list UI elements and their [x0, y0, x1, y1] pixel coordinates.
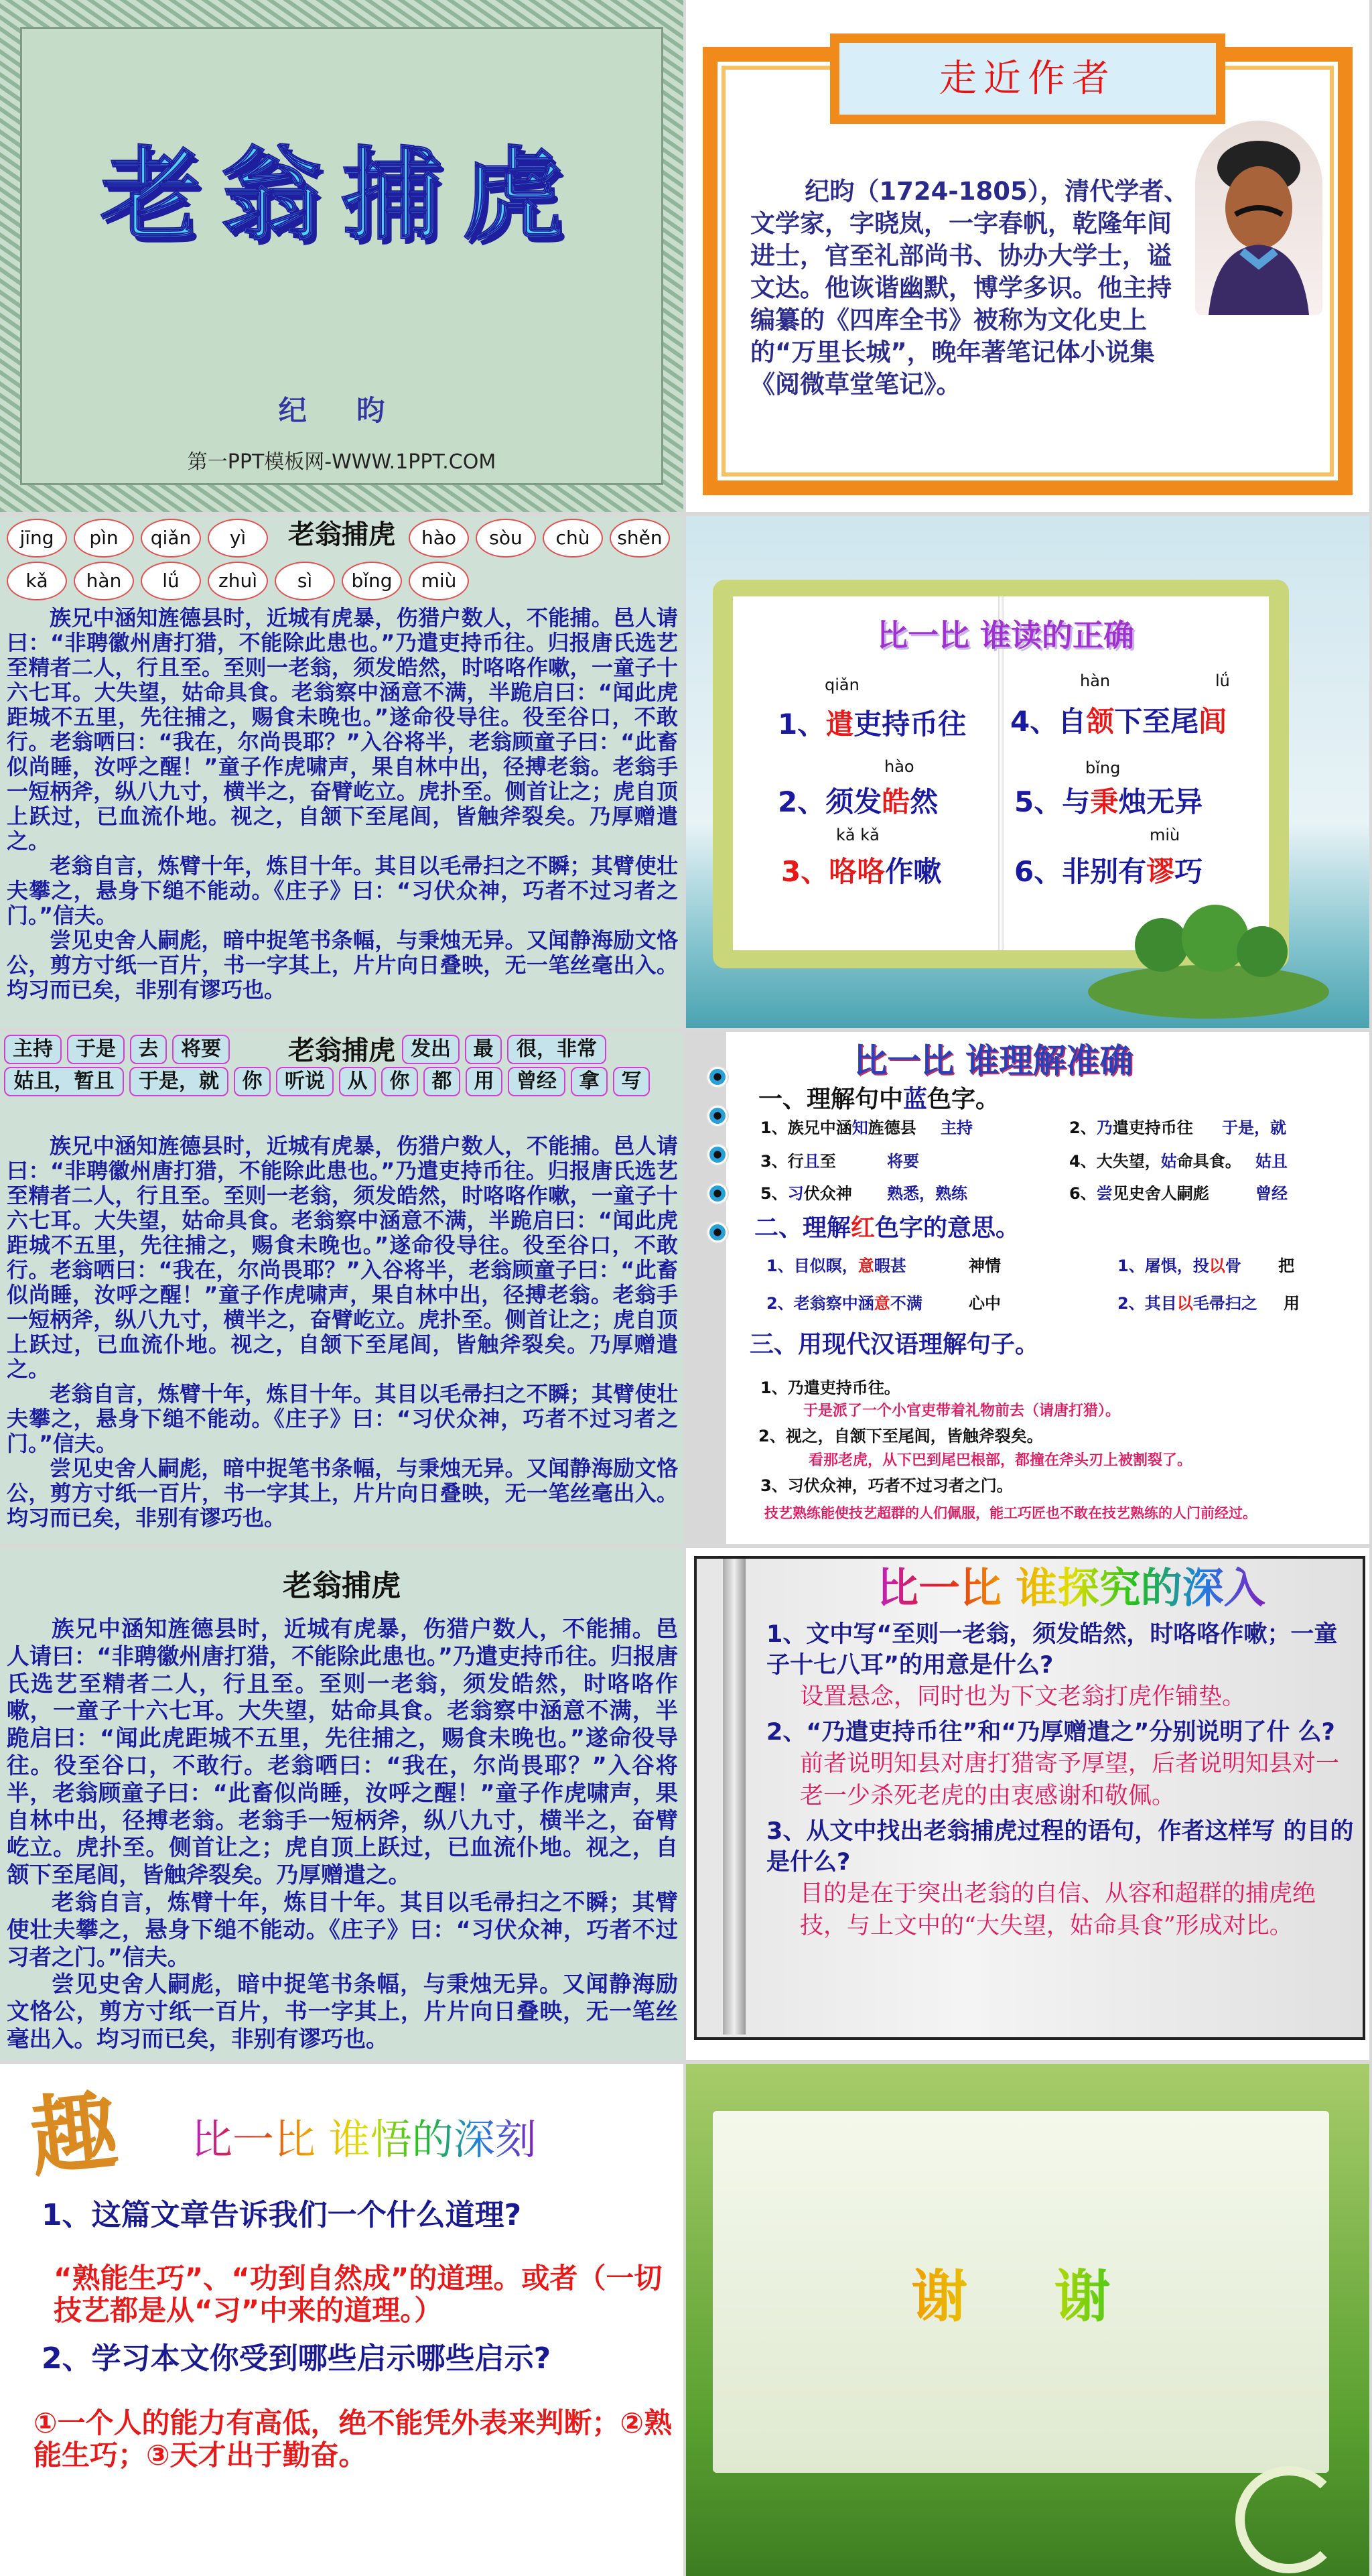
slide-insight[interactable]: [0, 2064, 683, 2576]
slide-title-text: 老翁捕虎: [100, 137, 583, 254]
vocab-answer: 熟悉，熟练: [887, 1184, 967, 1203]
section-heading: 一、理解句中蓝色字。: [758, 1086, 1000, 1113]
meaning-callout: 最: [465, 1035, 502, 1064]
slide-explore[interactable]: [686, 1548, 1369, 2060]
answer: 设置悬念，同时也为下文老翁打虎作铺垫。: [800, 1683, 1246, 1710]
word-answer: 把: [1278, 1257, 1294, 1275]
reading-item: 6、非别有谬巧: [1014, 855, 1203, 888]
slide-understanding[interactable]: [686, 1032, 1369, 1544]
meaning-callout: 听说: [276, 1067, 334, 1096]
watermark: 第一PPT模板网-WWW.1PPT.COM: [187, 450, 496, 474]
swirl-decoration: [1235, 2466, 1343, 2573]
vocab-answer: 姑且: [1255, 1152, 1288, 1171]
reading-item: 2、须发皓然: [778, 785, 939, 818]
meaning-callout: 曾经: [508, 1067, 565, 1096]
pinyin: hào: [884, 757, 914, 776]
passage-title: 老翁捕虎: [288, 519, 395, 550]
reading-title: 比一比 谁读的正确: [877, 617, 1135, 653]
reading-item: 4、自颔下至尾闾: [1010, 705, 1227, 738]
slide-thanks[interactable]: [686, 2064, 1369, 2576]
understanding-title: 比一比 谁理解准确: [853, 1041, 1134, 1080]
pinyin-bubble: kǎ: [7, 562, 67, 600]
vocab-item: 6、尝见史舍人嗣彪: [1069, 1184, 1209, 1203]
slide-passage-pinyin[interactable]: [0, 516, 683, 1028]
eye-bullet-icon: [706, 1143, 729, 1166]
sentence: 3、习伏众神，巧者不过习者之门。: [760, 1476, 1013, 1495]
eye-bullet-icon: [706, 1066, 729, 1088]
answer: “熟能生巧”、“功到自然成”的道理。或者（一切技艺都是从“习”中来的道理。）: [54, 2262, 663, 2327]
question: 1、文中写“至则一老翁，须发皓然，时咯咯作嗽；一童子十七八耳”的用意是什么?: [766, 1621, 1338, 1679]
meaning-callout: 姑且，暂且: [4, 1067, 124, 1096]
word-answer: 用: [1284, 1294, 1300, 1313]
answer: 目的是在于突出老翁的自信、从容和超群的捕虎绝技，与上文中的“大失望，姑命具食”形成对比。: [800, 1880, 1316, 1939]
eye-bullet-icon: [706, 1182, 729, 1205]
pinyin: hàn: [1080, 671, 1111, 690]
pinyin-bubble: bǐng: [342, 562, 402, 600]
vocab-item: 4、大失望，姑命具食。: [1069, 1152, 1241, 1171]
heading-banner: [830, 34, 1225, 124]
paragraph: 族兄中涵知旌德县时，近城有虎暴，伤猎户数人，不能捕。邑人请曰：“非聘徽州唐打猎，不能除此患也。”乃遣吏持币往。归报唐氏选艺至精者二人，行且至。至则一老翁，须发皓然，时咯咯作嗽，一童子十六七耳。大失望，姑命具食。老翁察中涵意不满，半跪启曰：“闻此虎距城不五里，先往捕之，赐食未晚也。”遂命役导往。役至谷口，不敢行。老翁哂曰：“我在，尔尚畏耶？”入谷将半，老翁顾童子曰：“此畜似尚睡，汝呼之醒！”童子作虎啸声，果自林中出，径搏老翁。老翁手一短柄斧，纵八九寸，横半之，奋臂屹立。虎扑至。侧首让之；虎自顶上跃过，已血流仆地。视之，自颔下至尾闾，皆触斧裂矣。乃厚赠遣之。: [7, 1133, 678, 1382]
meaning-callout: 用: [466, 1067, 502, 1096]
translation: 技艺熟练能使技艺超群的人们佩服，能工巧匠也不敢在技艺熟练的人门前经过。: [764, 1505, 1257, 1521]
meaning-callout: 拿: [571, 1067, 608, 1096]
passage-title: 老翁捕虎: [288, 1035, 395, 1066]
paragraph: 老翁自言，炼臂十年，炼目十年。其目以毛帚扫之不瞬；其臂使壮夫攀之，悬身下缒不能动。《庄子》曰：“习伏众神，巧者不过习者之门。”信夫。: [7, 853, 678, 928]
meaning-callout: 发出: [402, 1035, 460, 1064]
slide-author[interactable]: [686, 0, 1369, 512]
answer: ①一个人的能力有高低，绝不能凭外表来判断；②熟能生巧；③天才出于勤奋。: [33, 2406, 673, 2471]
pinyin: lǘ: [1215, 671, 1230, 690]
question: 3、从文中找出老翁捕虎过程的语句，作者这样写 的目的是什么?: [766, 1818, 1354, 1876]
reading-item: 1、遣吏持币往: [778, 708, 967, 740]
whiteboard-rail: [723, 1559, 746, 2035]
heading: 走近作者: [939, 57, 1116, 101]
pinyin-bubble: shěn: [610, 519, 670, 558]
answer: 前者说明知县对唐打猎寄予厚望，后者说明知县对一老一少杀死老虎的由衷感谢和敬佩。: [800, 1750, 1340, 1809]
eye-bullet-icon: [706, 1221, 729, 1244]
meaning-callout: 去: [130, 1035, 167, 1064]
word-answer: 神情: [969, 1257, 1001, 1275]
vocab-item: 3、行且至: [760, 1152, 836, 1171]
meaning-callout: 将要: [172, 1035, 230, 1064]
vocab-answer: 将要: [887, 1152, 919, 1171]
author-bio: 纪昀（1724-1805），清代学者、文学家，字晓岚，一字春帆，乾隆年间进士，官至礼部尚书、协办大学士，谥文达。他诙谐幽默，博学多识。他主持编纂的《四库全书》被称为文化史上的“万里长城”，晚年著笔记体小说集《阅微草堂笔记》。: [750, 177, 1189, 399]
slide-passage[interactable]: [0, 1548, 683, 2060]
sentence: 1、乃遣吏持币往。: [760, 1378, 900, 1397]
meaning-callout: 都: [423, 1067, 460, 1096]
paragraph: 尝见史舍人嗣彪，暗中捉笔书条幅，与秉烛无异。又闻静海励文恪公，剪方寸纸一百片，书一字其上，片片向日叠映，无一笔丝毫出入。均习而已矣，非别有谬巧也。: [7, 927, 678, 1003]
vocab-item: 5、习伏众神: [760, 1184, 852, 1203]
word-item: 2、老翁察中涵意不满: [766, 1294, 922, 1313]
reading-item: 3、咯咯作嗽: [781, 855, 942, 888]
translation: 看那老虎，从下巴到尾巴根部，都撞在斧头刃上被割裂了。: [809, 1452, 1192, 1469]
pinyin-bubble: miù: [409, 562, 469, 600]
section-heading: 二、理解红色字的意思。: [754, 1214, 1020, 1242]
meaning-callout: 写: [613, 1067, 650, 1096]
pinyin: qiǎn: [825, 675, 860, 694]
insight-title: 比一比 谁悟的深刻: [191, 2115, 537, 2164]
qa-list: [766, 1619, 1356, 1946]
paragraph: 老翁自言，炼臂十年，炼目十年。其目以毛帚扫之不瞬；其臂使壮夫攀之，悬身下缒不能动。《庄子》曰：“习伏众神，巧者不过习者之门。”信夫。: [7, 1888, 678, 1970]
author-name: 纪 昀: [278, 394, 405, 427]
slide-reading[interactable]: [686, 516, 1369, 1028]
pinyin-bubble: hàn: [74, 562, 134, 600]
pinyin: miù: [1150, 826, 1180, 844]
pinyin-bubble: sì: [275, 562, 335, 600]
paragraph: 族兄中涵知旌德县时，近城有虎暴，伤猎户数人，不能捕。邑人请曰：“非聘徽州唐打猎，不能除此患也。”乃遣吏持币往。归报唐氏选艺至精者二人，行且至。至则一老翁，须发皓然，时咯咯作嗽，一童子十六七耳。大失望，姑命具食。老翁察中涵意不满，半跪启曰：“闻此虎距城不五里，先往捕之，赐食未晚也。”遂命役导往。役至谷口，不敢行。老翁哂曰：“我在，尔尚畏耶？”入谷将半，老翁顾童子曰：“此畜似尚睡，汝呼之醒！”童子作虎啸声，果自林中出，径搏老翁。老翁手一短柄斧，纵八九寸，横半之，奋臂屹立。虎扑至。侧首让之；虎自顶上跃过，已血流仆地。视之，自颔下至尾闾，皆触斧裂矣。乃厚赠遣之。: [7, 605, 678, 854]
pinyin-bubble: pìn: [74, 519, 134, 558]
passage-body: [7, 1616, 678, 2053]
meaning-callout: 于是: [67, 1035, 125, 1064]
question: 2、“乃遣吏持币往”和“乃厚赠遣之”分别说明了什 么?: [766, 1719, 1335, 1746]
vocab-item: 1、族兄中涵知旌德县: [760, 1118, 916, 1137]
paragraph: 尝见史舍人嗣彪，暗中捉笔书条幅，与秉烛无异。又闻静海励文恪公，剪方寸纸一百片，书一字其上，片片向日叠映，无一笔丝毫出入。均习而已矣，非别有谬巧也。: [7, 1456, 678, 1531]
sentence: 2、视之，自颔下至尾闾，皆触斧裂矣。: [758, 1427, 1043, 1445]
pinyin-bubble: lǘ: [141, 562, 201, 600]
meaning-callout: 很，非常: [507, 1035, 606, 1064]
meaning-callout: 你: [381, 1067, 418, 1096]
vocab-answer: 于是，就: [1222, 1118, 1286, 1137]
eye-bullet-icon: [706, 1104, 729, 1127]
meaning-callout: 于是，就: [129, 1067, 228, 1096]
vocab-answer: 曾经: [1255, 1184, 1288, 1203]
translation: 于是派了一个小官吏带着礼物前去（请唐打猎）。: [803, 1403, 1121, 1419]
vocab-item: 2、乃遣吏持币往: [1069, 1118, 1193, 1137]
section-heading: 三、用现代汉语理解句子。: [750, 1331, 1040, 1358]
island-illustration: [1061, 891, 1343, 1025]
pinyin-bubble: qiǎn: [141, 519, 201, 558]
pinyin-bubble: chù: [543, 519, 603, 558]
question: 1、这篇文章告诉我们一个什么道理?: [42, 2198, 522, 2232]
reading-item: 5、与秉烛无异: [1014, 785, 1203, 818]
author-portrait: [1195, 121, 1322, 315]
meaning-callout: 从: [339, 1067, 376, 1096]
passage-body: [7, 1134, 678, 1531]
question: 2、学习本文你受到哪些启示哪些启示?: [42, 2341, 551, 2376]
explore-title: 比一比 谁探究的深入: [877, 1563, 1265, 1612]
word-answer: 心中: [969, 1294, 1001, 1313]
meaning-callout: 你: [234, 1067, 271, 1096]
word-item: 2、其目以毛帚扫之: [1117, 1294, 1257, 1313]
paragraph: 老翁自言，炼臂十年，炼目十年。其目以毛帚扫之不瞬；其臂使壮夫攀之，悬身下缒不能动。《庄子》曰：“习伏众神，巧者不过习者之门。”信夫。: [7, 1381, 678, 1456]
thanks-text: 谢 谢: [686, 2252, 1369, 2333]
slide-title[interactable]: [0, 0, 683, 512]
pinyin-bubble: yì: [208, 519, 268, 558]
passage-body: [7, 606, 678, 1003]
qu-logo: 趣: [25, 2078, 123, 2190]
pinyin: kǎ kǎ: [836, 826, 880, 844]
slide-passage-meanings[interactable]: [0, 1032, 683, 1544]
word-item: 1、目似瞑，意暇甚: [766, 1257, 906, 1275]
paragraph: 尝见史舍人嗣彪，暗中捉笔书条幅，与秉烛无异。又闻静海励文恪公，剪方寸纸一百片，书一字其上，片片向日叠映，无一笔丝毫出入。均习而已矣，非别有谬巧也。: [7, 1971, 678, 2052]
pinyin-bubble: jīng: [7, 519, 67, 558]
pinyin-bubble: hào: [409, 519, 469, 558]
paragraph: 族兄中涵知旌德县时，近城有虎暴，伤猎户数人，不能捕。邑人请曰：“非聘徽州唐打猎，不能除此患也。”乃遣吏持币往。归报唐氏选艺至精者二人，行且至。至则一老翁，须发皓然，时咯咯作嗽，一童子十六七耳。大失望，姑命具食。老翁察中涵意不满，半跪启曰：“闻此虎距城不五里，先往捕之，赐食未晚也。”遂命役导往。役至谷口，不敢行。老翁哂曰：“我在，尔尚畏耶？”入谷将半，老翁顾童子曰：“此畜似尚睡，汝呼之醒！”童子作虎啸声，果自林中出，径搏老翁。老翁手一短柄斧，纵八九寸，横半之，奋臂屹立。虎扑至。侧首让之；虎自顶上跃过，已血流仆地。视之，自颔下至尾闾，皆触斧裂矣。乃厚赠遣之。: [7, 1616, 678, 1888]
passage-title: 老翁捕虎: [283, 1569, 401, 1603]
pinyin-bubble: sòu: [476, 519, 536, 558]
pinyin: bǐng: [1085, 759, 1121, 777]
pinyin-bubble: zhuì: [208, 562, 268, 600]
word-item: 1、屠惧，投以骨: [1117, 1257, 1241, 1275]
meaning-callout: 主持: [4, 1035, 62, 1064]
vocab-answer: 主持: [941, 1118, 973, 1137]
